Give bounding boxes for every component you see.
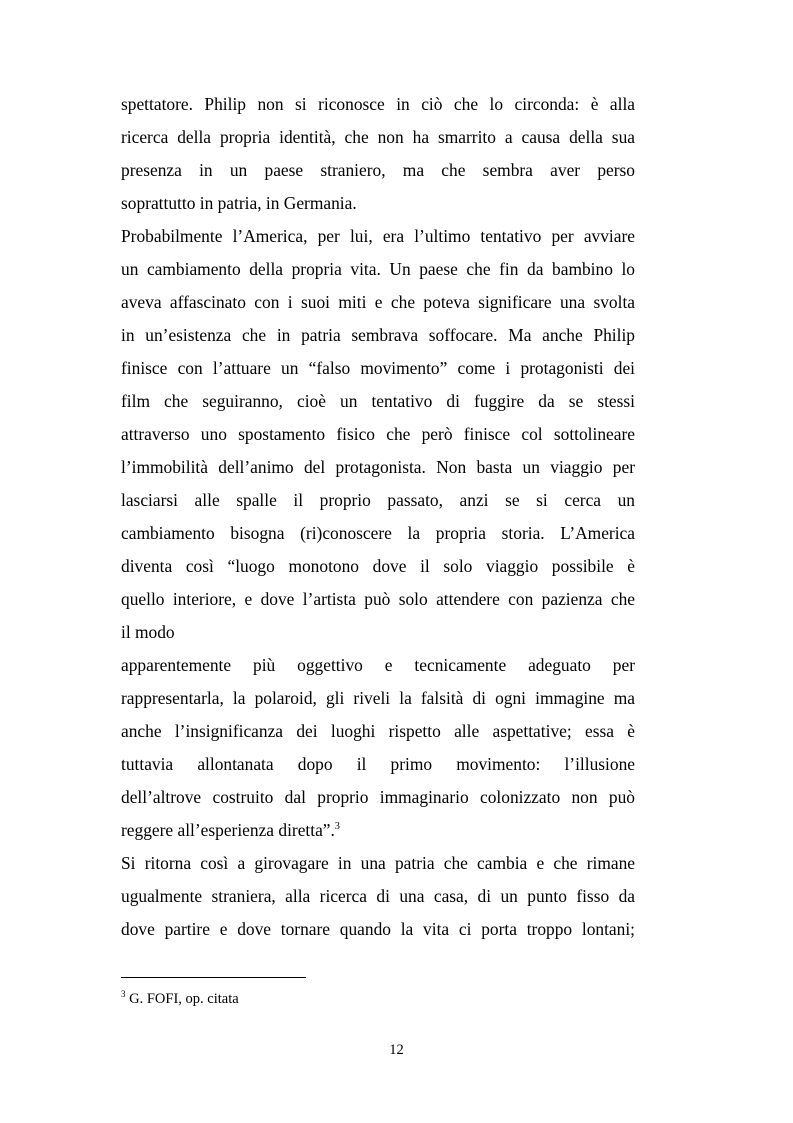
- text-line: l’immobilità dell’animo del protagonista. Non basta un viaggio per: [121, 457, 635, 477]
- text-line-content: reggere all’esperienza diretta”.: [121, 820, 335, 840]
- text-line: finisce con l’attuare un “falso movimento” come i protagonisti dei: [121, 358, 635, 378]
- text-line: rappresentarla, la polaroid, gli riveli la falsità di ogni immagine ma: [121, 688, 635, 708]
- text-line: film che seguiranno, cioè un tentativo di fuggire da se stessi: [121, 391, 635, 411]
- text-line: quello interiore, e dove l’artista può solo attendere con pazienza che: [121, 589, 635, 609]
- text-line: anche l’insignificanza dei luoghi rispetto alle aspettative; essa è: [121, 721, 635, 741]
- text-line: il modo: [121, 622, 175, 642]
- text-line: soprattutto in patria, in Germania.: [121, 193, 357, 213]
- footnote: [121, 990, 239, 1008]
- text-line: dove partire e dove tornare quando la vita ci porta troppo lontani;: [121, 919, 635, 939]
- text-line: dell’altrove costruito dal proprio immaginario colonizzato non può: [121, 787, 635, 807]
- footnote-text: G. FOFI, op. citata: [125, 991, 239, 1007]
- text-line: in un’esistenza che in patria sembrava soffocare. Ma anche Philip: [121, 325, 635, 345]
- footnote-reference[interactable]: 3: [334, 821, 340, 832]
- text-line: Si ritorna così a girovagare in una patria che cambia e che rimane: [121, 853, 635, 873]
- text-line: ugualmente straniera, alla ricerca di una casa, di un punto fisso da: [121, 886, 635, 906]
- text-line: attraverso uno spostamento fisico che però finisce col sottolineare: [121, 424, 635, 444]
- text-line: cambiamento bisogna (ri)conoscere la propria storia. L’America: [121, 523, 635, 543]
- text-line: diventa così “luogo monotono dove il solo viaggio possibile è: [121, 556, 635, 576]
- footnote-number: 3: [121, 989, 126, 999]
- text-line: Probabilmente l’America, per lui, era l’ultimo tentativo per avviare: [121, 226, 635, 246]
- text-line-with-footnote-ref: [121, 814, 635, 847]
- page-number: 12: [389, 1042, 404, 1058]
- text-line: un cambiamento della propria vita. Un paese che fin da bambino lo: [121, 259, 635, 279]
- text-line: aveva affascinato con i suoi miti e che poteva significare una svolta: [121, 292, 635, 312]
- text-line: tuttavia allontanata dopo il primo movimento: l’illusione: [121, 754, 635, 774]
- text-line: lasciarsi alle spalle il proprio passato, anzi se si cerca un: [121, 490, 635, 510]
- footnote-separator: [121, 977, 306, 978]
- text-line: presenza in un paese straniero, ma che sembra aver perso: [121, 160, 635, 180]
- text-line: ricerca della propria identità, che non ha smarrito a causa della sua: [121, 127, 635, 147]
- body-text: [121, 88, 635, 946]
- text-line: apparentemente più oggettivo e tecnicamente adeguato per: [121, 655, 635, 675]
- text-line: spettatore. Philip non si riconosce in ciò che lo circonda: è alla: [121, 94, 635, 114]
